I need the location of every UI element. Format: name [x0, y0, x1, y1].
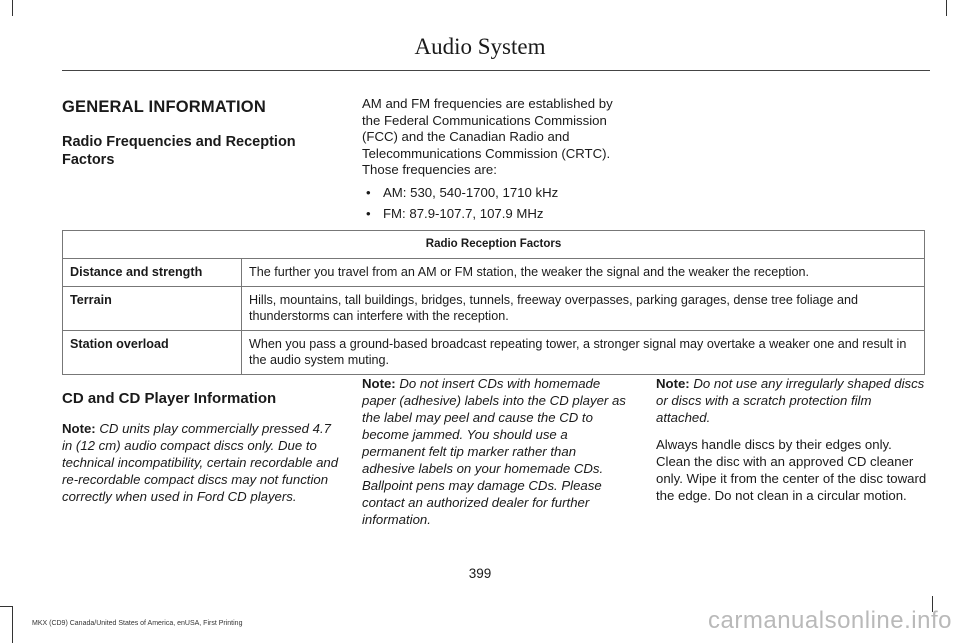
factor-cell: Station overload — [63, 331, 242, 375]
cd-note-1 — [62, 420, 340, 505]
cd-note-column — [362, 375, 632, 528]
table-title: Radio Reception Factors — [63, 231, 925, 259]
crop-mark-top-left — [12, 0, 13, 16]
title-rule — [62, 70, 930, 71]
table-row — [63, 287, 925, 331]
table-row — [63, 331, 925, 375]
cd-care-paragraph: Always handle discs by their edges only. Clean the disc with an approved CD cleaner only. Wipe it from the center of the disc toward the edge. Do not clean in a circular motion. — [656, 437, 927, 503]
page-number: 399 — [468, 566, 492, 581]
frequencies-intro: AM and FM frequencies are established by the Federal Communications Commission (FCC) and the Canadian Radio and Telecommunications Commission (CRTC). Those frequencies are: — [362, 96, 613, 177]
frequency-list — [362, 185, 632, 223]
note-text: Do not use any irregularly shaped discs or discs with a scratch protection film attached. — [656, 376, 925, 425]
description-cell: When you pass a ground-based broadcast repeating tower, a stronger signal may overtake a weaker one and result in the audio system muting. — [242, 331, 925, 375]
watermark: carmanualsonline.info — [708, 607, 952, 634]
list-item: • FM: 87.9-107.7, 107.9 MHz — [362, 206, 632, 223]
crop-mark-bottom-left-v — [12, 606, 13, 643]
crop-mark-bottom-left-h — [0, 606, 12, 607]
note-text: Do not insert CDs with homemade paper (adhesive) labels into the CD player as the label may peel and cause the CD to become jammed. You should use a permanent felt tip marker rather than adhesive labels on your homemade CDs. Ballpoint pens may damage CDs. Please contact an authorized dealer for further information. — [362, 376, 626, 527]
frequencies-column — [362, 96, 632, 228]
cd-heading: CD and CD Player Information — [62, 390, 277, 407]
section-subheading: Radio Frequencies and Reception Factors — [62, 134, 296, 168]
cd-note-2 — [362, 375, 632, 528]
note-label: Note: — [656, 376, 690, 391]
print-info: MKX (CD9) Canada/United States of America, enUSA, First Printing — [32, 620, 243, 627]
note-text: CD units play commercially pressed 4.7 in (12 cm) audio compact discs only. Due to technical incompatibility, certain recordable and re-recordable compact discs may not function correctly when used in Ford CD players. — [62, 421, 339, 504]
cd-note-3 — [656, 375, 928, 426]
table-row — [63, 259, 925, 287]
list-item: • AM: 530, 540-1700, 1710 kHz — [362, 185, 632, 202]
note-label: Note: — [62, 421, 96, 436]
page-title: Audio System — [414, 34, 546, 59]
description-cell: Hills, mountains, tall buildings, bridges, tunnels, freeway overpasses, parking garages, dense tree foliage and thunderstorms can interfere with the reception. — [242, 287, 925, 331]
section-heading: GENERAL INFORMATION — [62, 98, 266, 116]
description-cell: The further you travel from an AM or FM station, the weaker the signal and the weaker the reception. — [242, 259, 925, 287]
factor-cell: Distance and strength — [63, 259, 242, 287]
section-heading-column — [62, 98, 342, 169]
factor-cell: Terrain — [63, 287, 242, 331]
reception-factors-table — [62, 230, 925, 375]
cd-info-column — [62, 390, 340, 505]
note-label: Note: — [362, 376, 396, 391]
cd-care-column — [656, 375, 928, 514]
crop-mark-top-right — [946, 0, 947, 16]
